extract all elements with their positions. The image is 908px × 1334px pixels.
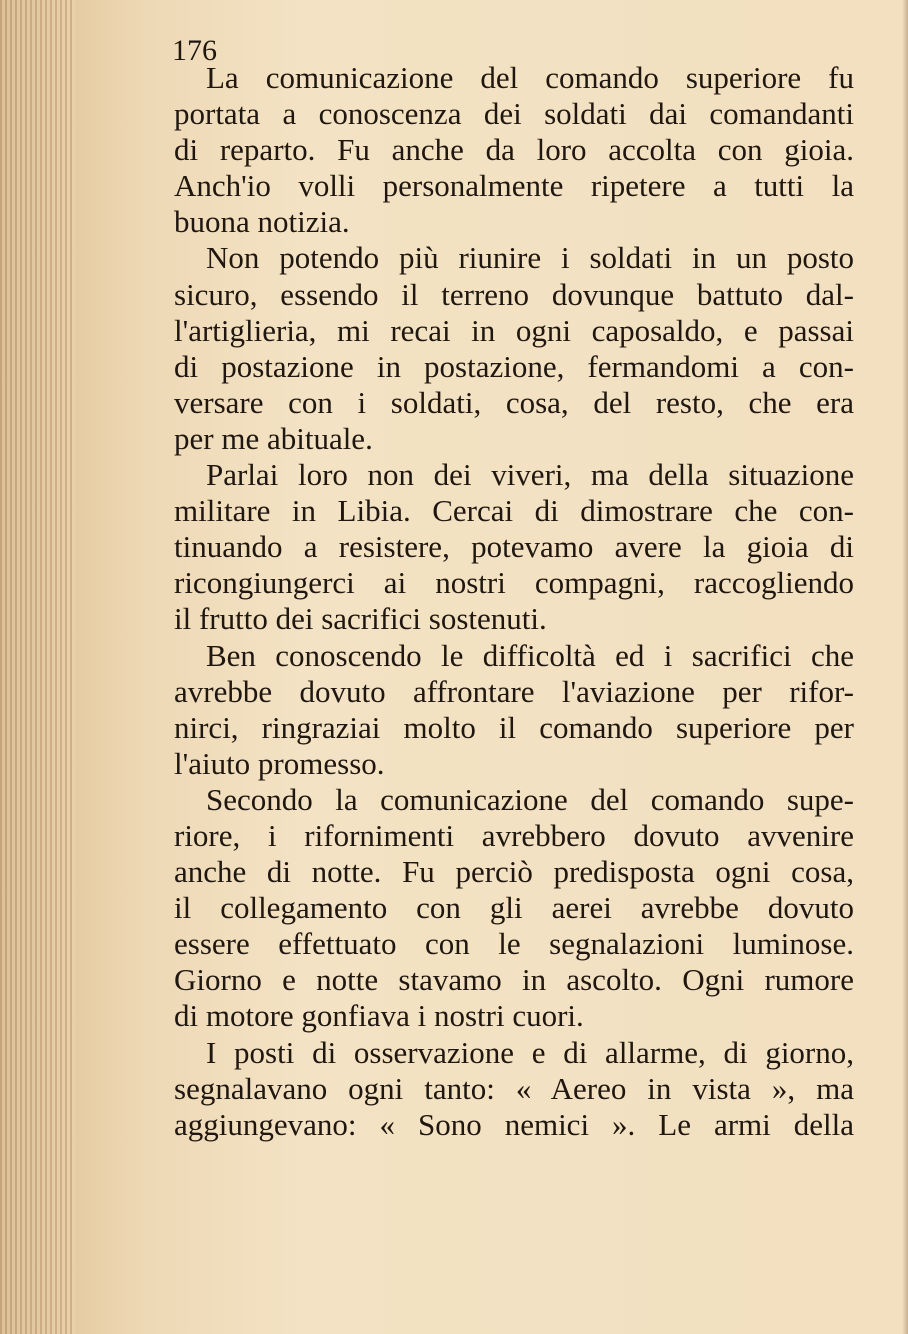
text-line: Non potendo più riunire i soldati in un posto	[206, 240, 854, 276]
page-edge-shadow	[902, 0, 908, 1334]
text-line: nirci, ringraziai molto il comando superiore per	[174, 709, 854, 745]
page-number: 176	[172, 34, 217, 67]
text-line: il frutto dei sacrifici sostenuti.	[174, 601, 547, 637]
text-line: versare con i soldati, cosa, del resto, che era	[174, 384, 854, 420]
text-line: di postazione in postazione, fermandomi a con-	[174, 348, 854, 384]
text-line: riore, i rifornimenti avrebbero dovuto avvenire	[174, 817, 854, 853]
text-line: ricongiungerci ai nostri compagni, raccogliendo	[174, 565, 854, 601]
text-line: essere effettuato con le segnalazioni luminose.	[174, 926, 854, 962]
text-line: Anch'io volli personalmente ripetere a tutti la	[174, 168, 854, 204]
text-line: avrebbe dovuto affrontare l'aviazione per rifor-	[174, 673, 854, 709]
text-line: aggiungevano: « Sono nemici ». Le armi della	[174, 1106, 854, 1142]
body-text	[174, 60, 854, 1143]
page-spine-shadow	[0, 0, 75, 1334]
text-line: sicuro, essendo il terreno dovunque battuto dal-	[174, 276, 854, 312]
text-line: Secondo la comunicazione del comando supe-	[206, 781, 854, 817]
text-line: anche di notte. Fu perciò predisposta ogni cosa,	[174, 854, 854, 890]
text-line: militare in Libia. Cercai di dimostrare che con-	[174, 493, 854, 529]
text-line: I posti di osservazione e di allarme, di giorno,	[206, 1034, 854, 1070]
text-line: Giorno e notte stavamo in ascolto. Ogni rumore	[174, 962, 854, 998]
text-line: di reparto. Fu anche da loro accolta con gioia.	[174, 132, 854, 168]
text-line: Parlai loro non dei viveri, ma della situazione	[206, 457, 854, 493]
text-line: Ben conoscendo le difficoltà ed i sacrifici che	[206, 637, 854, 673]
text-line: La comunicazione del comando superiore fu	[206, 60, 854, 95]
text-line: l'aiuto promesso.	[174, 745, 385, 781]
text-line: portata a conoscenza dei soldati dai comandanti	[174, 96, 854, 132]
text-line: di motore gonfiava i nostri cuori.	[174, 998, 584, 1034]
text-line: l'artiglieria, mi recai in ogni caposaldo, e passai	[174, 312, 854, 348]
text-line: buona notizia.	[174, 204, 350, 240]
text-line: tinuando a resistere, potevamo avere la gioia di	[174, 529, 854, 565]
text-line: per me abituale.	[174, 420, 373, 456]
text-line: segnalavano ogni tanto: « Aereo in vista », ma	[174, 1070, 854, 1106]
text-line: il collegamento con gli aerei avrebbe dovuto	[174, 890, 854, 926]
